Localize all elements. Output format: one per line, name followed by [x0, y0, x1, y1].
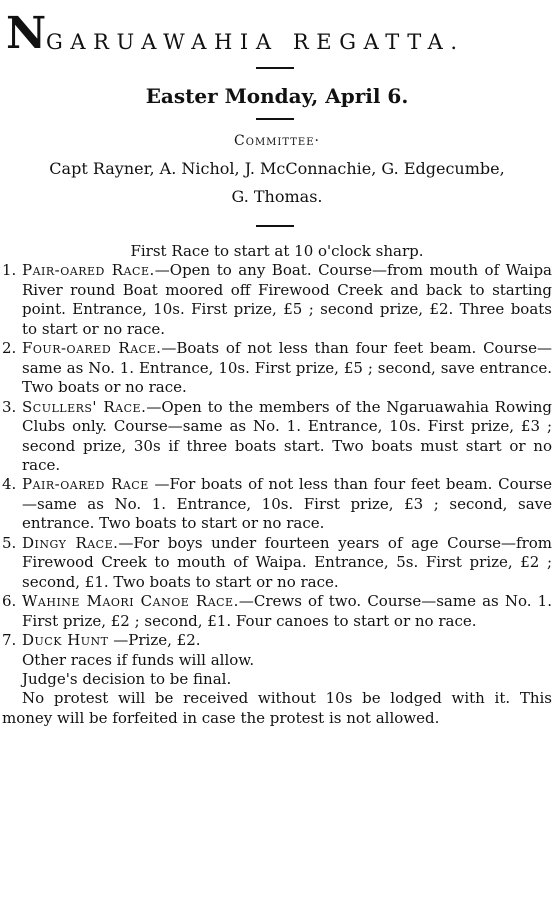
race-item [2, 398, 552, 476]
race-details: —Prize, £2. [108, 631, 201, 650]
title-text: GARUAWAHIA REGATTA. [46, 30, 465, 54]
race-name: Pair-oared Race [22, 475, 149, 494]
event-date-heading: Easter Monday, April 6. [145, 84, 409, 108]
race-name: Dingy Race. [22, 533, 119, 552]
divider-rule [256, 67, 294, 69]
committee-members-line-1: Capt Rayner, A. Nichol, J. McConnachie, G. Edgecumbe, [49, 159, 505, 178]
race-details: —For boys under fourteen years of age Course—from Firewood Creek to mouth of Waipa. Entrance, 5s. First prize, £2 ; second, £1. Two boats to start or no race. [22, 533, 553, 591]
race-number: 4. [2, 475, 17, 494]
race-name: Pair-oared Race. [22, 261, 155, 280]
race-number: 5. [2, 533, 17, 552]
race-item [2, 631, 552, 650]
race-details: —Boats of not less than four feet beam. Course—same as No. 1. Entrance, 10s. First prize, £5 ; second, save entrance. Two boats or no race. [22, 339, 552, 397]
race-number: 7. [2, 631, 17, 650]
race-details: —For boats of not less than four feet beam. Course—same as No. 1. Entrance, 10s. First prize, £3 ; second, save entrance. Two boats to start or no race. [22, 475, 553, 533]
race-name: Wahine Maori Canoe Race. [22, 592, 239, 611]
race-name: Duck Hunt [22, 631, 109, 650]
race-item [2, 261, 552, 339]
title [6, 8, 552, 59]
race-details: —Open to any Boat. Course—from mouth of Waipa River round Boat moored off Firewood Creek and back to starting point. Entrance, 10s. First prize, £5 ; second prize, £2. Three boats to start or no race. [22, 261, 553, 338]
race-item [2, 534, 552, 592]
race-details: —Crews of two. Course—same as No. 1. First prize, £2 ; second, £1. Four canoes to start or no race. [22, 592, 552, 630]
title-drop-capital: N [6, 8, 47, 59]
race-item [2, 339, 552, 397]
race-number: 3. [2, 397, 17, 416]
race-item [2, 592, 552, 631]
race-programme [2, 242, 552, 728]
protest-note: No protest will be received without 10s be lodged with it. This money will be forfeited in case the protest is not allowed. [2, 689, 552, 727]
committee-heading [0, 132, 554, 150]
other-races-note: Other races if funds will allow. [22, 650, 255, 669]
committee-members-line-2: G. Thomas. [231, 187, 323, 206]
race-number: 1. [2, 261, 17, 280]
race-details: —Open to the members of the Ngaruawahia Rowing Clubs only. Course—same as No. 1. Entrance, 10s. First prize, £3 ; second prize, 30s if three boats start. Two boats must start or no race. [22, 397, 552, 474]
race-number: 6. [2, 592, 17, 611]
race-name: Four-oared Race. [22, 339, 162, 358]
race-number: 2. [2, 339, 17, 358]
race-item [2, 475, 552, 533]
divider-rule [256, 118, 294, 120]
judge-note: Judge's decision to be final. [22, 669, 232, 688]
start-time-notice: First Race to start at 10 o'clock sharp. [130, 242, 424, 260]
race-name: Scullers' Race. [22, 397, 147, 416]
divider-rule [256, 225, 294, 227]
committee-heading-text: Committee· [234, 133, 320, 149]
